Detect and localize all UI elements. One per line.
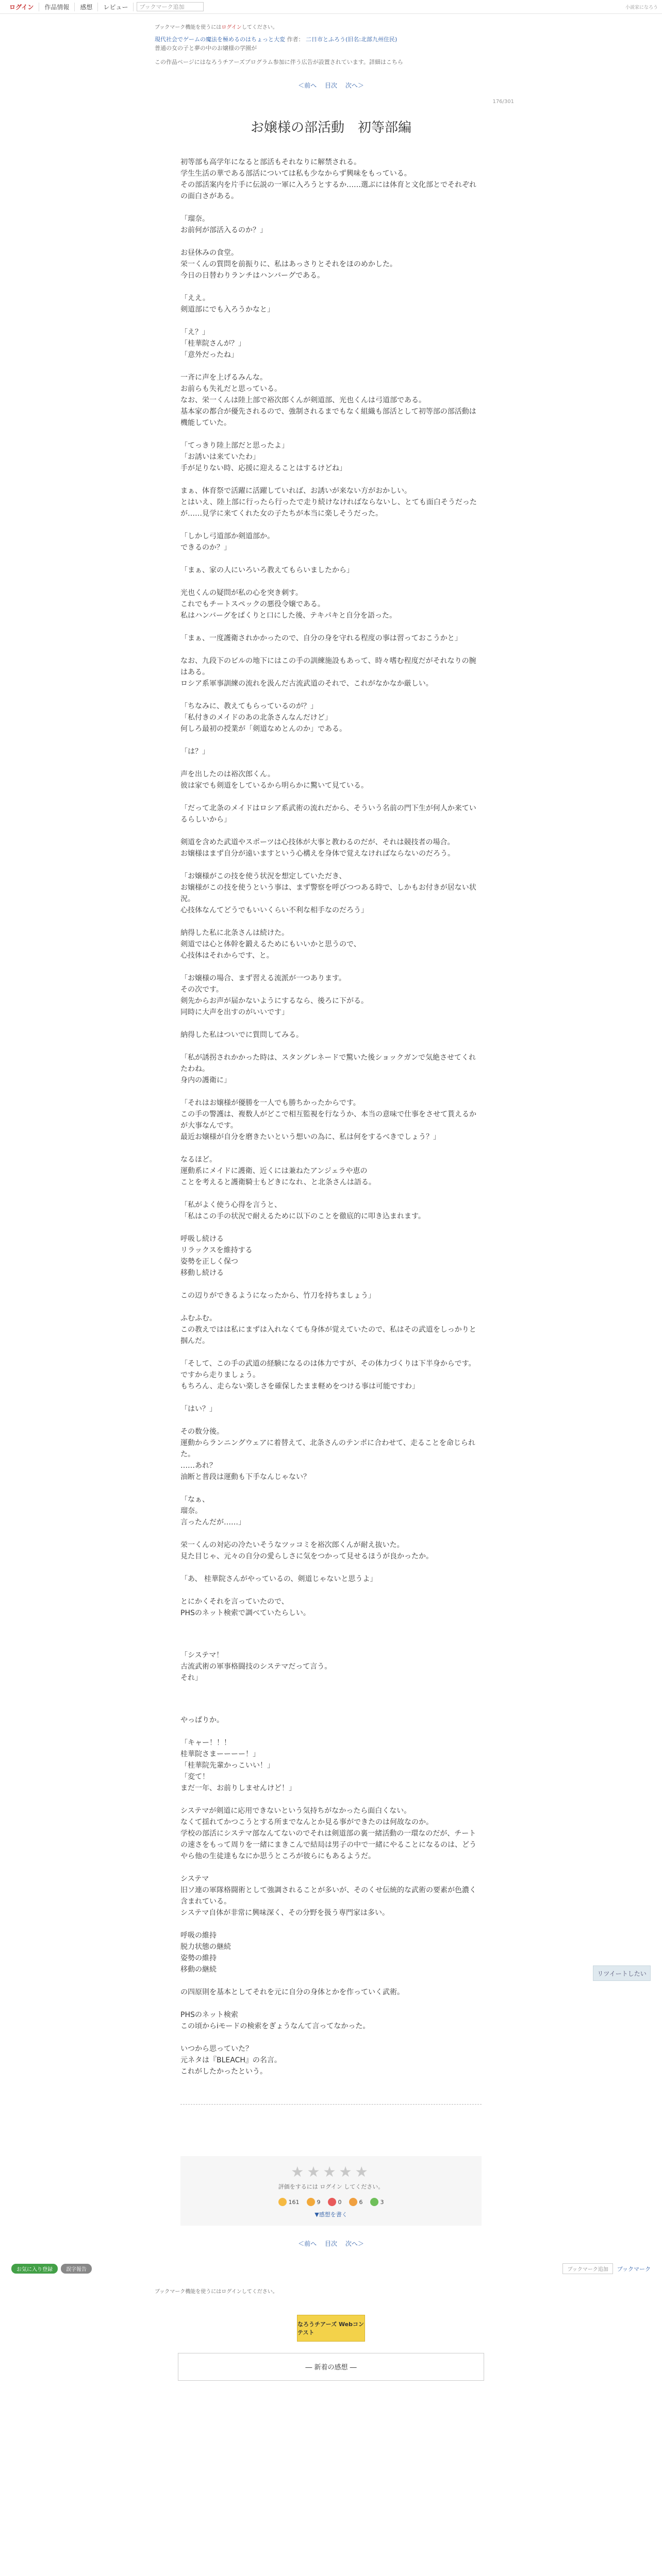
story-paragraph: 「ちなみに、教えてもらっているのが？」 「私付きのメイドのあの北条さんなんだけど」 何しろ最初の授業が「剣道なめとんのか」である。 xyxy=(180,702,346,733)
story-paragraph: なお、九段下のビルの地下にはこの手の訓練施設もあって、時々嗜む程度だがそれなりの腕はある。 ロシア系軍事訓練の流れを汲んだ古流武道のそれで、これがなかなか厳しい。 xyxy=(180,657,476,688)
next-link[interactable]: 次へ＞ xyxy=(345,2240,364,2247)
reaction-heart-icon xyxy=(328,2198,336,2206)
write-impression-link[interactable]: ▼感想を書く xyxy=(315,2211,347,2218)
reaction-item[interactable]: 9 xyxy=(307,2198,321,2206)
story-paragraph: とにかくそれを言っていたので、 PHSのネット検索で調べていたらしい。 xyxy=(180,1598,310,1617)
favorite-button[interactable]: お気に入り登録 xyxy=(11,2264,58,2274)
story-paragraph: システマが剣道に応用できないという気持ちがなかったら面白くない。 なくて揺れてかつこうとする所までなんとか見る事ができたのは何故なのか。 学校の部活にシステマ部なんてないのでそれは剣道部の裏一緒活動の一環なのだが、チートの速さをもって周りを一緒にまきこんで結局は男子の中で一緒にやることになるのは、どうやら他の生徒達もなにか思うところが彼らにもあるようだ。 xyxy=(180,1807,476,1860)
story-paragraph: 「ええ。 剣道部にでも入ろうかなと」 xyxy=(180,294,274,314)
newest-impressions-title: ― 新着の感想 ― xyxy=(305,2364,357,2371)
story-paragraph: お昼休みの食堂。 栄一くんの質問を前振りに、私はあっさりとそれをほのめかした。 今日の日替わりランチはハンバーグである。 xyxy=(180,249,397,280)
story-paragraph: この辺りができるようになったから、竹刀を持ちましょう」 xyxy=(180,1292,375,1300)
story-paragraph: PHSのネット検索 この頃からiモードの検索をぎょうなんて言ってなかった。 xyxy=(180,2011,370,2030)
story-paragraph: 光也くんの疑問が私の心を突き刺す。 これでもチートスペックの悪役令嬢である。 私はハンバーグをぱくりと口にした後、テキパキと自分を語った。 xyxy=(180,589,397,620)
story-paragraph: 「キャー！！！ 桂華院さまーーーー！」 「桂華院先輩かっこいい！」 「変て！ まだ一年、お前りしませんけど！」 xyxy=(180,1739,296,1792)
prev-link[interactable]: ＜前へ xyxy=(298,82,317,89)
author-label: 作者： xyxy=(287,36,304,43)
footer-note-block xyxy=(0,2287,662,2296)
nav-work-info[interactable]: 作品情報 xyxy=(39,3,75,11)
toc-link[interactable]: 目次 xyxy=(324,82,337,89)
reaction-list xyxy=(180,2198,482,2206)
retweet-button[interactable]: リツイートしたい xyxy=(593,1965,651,1981)
rating-note: 評価をするには ログイン してください。 xyxy=(278,2183,384,2190)
story-paragraph: 「は？」 xyxy=(180,748,209,756)
rating-box xyxy=(180,2156,482,2226)
reaction-like-icon xyxy=(278,2198,287,2206)
work-info-block xyxy=(0,14,662,66)
story-paragraph: 「瑠奈。 お前何が部活入るのか？」 xyxy=(180,215,267,234)
page-count: 176/301 xyxy=(492,99,514,105)
footer-bookmark-note: ブックマーク機能を使うにはログインしてください。 xyxy=(155,2289,278,2295)
story-paragraph: システマ 旧ソ連の軍隊格闘術として強調されることが多いが、そのくせ伝統的な武術の要素が色濃く含まれている。 システマ自体が非常に興味深く、その分野を扱う専門家は多い。 xyxy=(180,1875,476,1917)
story-paragraph: 剣道を含めた武道やスポーツは心技体が大事と教わるのだが、それは競技者の場合。 お嬢様はまず自分が遠いますという心構えを身体で覚えなければならないのだろう。 xyxy=(180,838,455,858)
reaction-item[interactable]: 161 xyxy=(278,2198,300,2206)
story-paragraph: 「あ、 桂華院さんがやっているの、剣道じゃないと思うよ」 xyxy=(180,1575,377,1583)
prev-link[interactable]: ＜前へ xyxy=(298,2240,317,2247)
story-paragraph: 「それはお嬢様が優勝を一人でも勝ちかったからです。 この手の警護は、複数人がどこで相互監視を行なうか、本当の意味で仕事をさせて貰えるかが大事なんです。 最近お嬢様が自分を磨きたいという想いの為に、私は何をするべきでしょう？」 xyxy=(180,1099,476,1141)
story-paragraph: 「お嬢様がこの技を使う状況を想定していただき、 お嬢様がこの技を使うという事は、まず警察を呼びつつある時で、しかもお付きが居ない状況。 心技体なんてどうでもいいくらい不利な相手なのだろう」 xyxy=(180,872,476,914)
story-paragraph: 呼吸の維持 脱力状態の継続 姿勢の維持 移動の継続 xyxy=(180,1931,231,1974)
nav-review[interactable]: レビュー xyxy=(98,3,134,11)
reaction-item[interactable]: 0 xyxy=(328,2198,342,2206)
bottom-toolbar xyxy=(11,2263,651,2274)
bookmark-note: ブックマーク機能を使うにはログインしてください。 xyxy=(155,25,278,30)
next-link[interactable]: 次へ＞ xyxy=(345,82,364,89)
story-paragraph: いつから思っていた？ 元ネタは『BLEACH』の名言。 これがしたかったという。 xyxy=(180,2045,282,2076)
story-paragraph: 「はい？」 xyxy=(180,1405,217,1413)
top-paginator xyxy=(0,81,662,90)
bottom-paginator xyxy=(0,2239,662,2248)
story-paragraph: その数分後。 運動からランニングウェアに着替えて、北条さんのテンポに合わせて、走ることを命じられた。 ……あれ？ 油断と普段は運動も下手なんじゃない？ xyxy=(180,1428,475,1481)
story-paragraph: 「え？」 「桂華院さんが？」 「意外だったね」 xyxy=(180,328,245,359)
work-note: 普通の女の子と夢の中のお嬢様の学園が xyxy=(155,45,257,52)
story-paragraph: 栄一くんの対応の冷たいそうなツッコミを裕次郎くんが耐え抜いた。 見た目じゃ、元々の自分の愛らしさに気をつかって見せるほうが良かったか。 xyxy=(180,1541,433,1561)
login-link-inline[interactable]: ログイン xyxy=(221,25,242,30)
reaction-clap-icon xyxy=(370,2198,378,2206)
bookmark-add-button[interactable]: ブックマーク追加 xyxy=(137,2,204,11)
story-paragraph: 納得した私に北条さんは続けた。 剣道では心と体幹を鍛えるためにもいいかと思うので、 心技体はそれからです、と。 xyxy=(180,929,361,960)
story-body xyxy=(180,157,482,2077)
story-paragraph: 「私がよく使う心得を言うと、 「私はこの手の状況で耐えるために以下のことを徹底的に叩き込まれます。 xyxy=(180,1201,425,1221)
story-paragraph: 「なぁ、 瑠奈。 言ったんだが……」 xyxy=(180,1496,245,1527)
nav-impressions[interactable]: 感想 xyxy=(75,3,98,11)
bookmark-add-field[interactable]: ブックマーク追加 xyxy=(562,2263,613,2274)
story-paragraph: 「だって北条のメイドはロシア系武術の流れだから、そういう名前の門下生が何人か来ているらしいから」 xyxy=(180,804,476,824)
typo-report-button[interactable]: 誤字報告 xyxy=(61,2264,92,2274)
story-paragraph: 「そして、この手の武道の経験になるのは体力ですが、その体力づくりは下半身からです。 ですから走りましょう。 もちろん、走らない楽しさを確保したまま軽めをつける事は可能ですわ」 xyxy=(180,1360,476,1391)
story-paragraph: 納得した私はついでに質問してみる。 xyxy=(180,1031,303,1039)
story-paragraph: ふむふむ。 この教えではは私にまずは入れなくても身体が覚えていたので、私はその武道をしっかりと掴んだ。 xyxy=(180,1314,476,1345)
bookmark-link[interactable]: ブックマーク xyxy=(617,2265,651,2273)
topbar xyxy=(0,0,662,14)
story-paragraph: やっぱりか。 xyxy=(180,1716,224,1724)
reaction-item[interactable]: 6 xyxy=(349,2198,363,2206)
story-paragraph: 「システマ！ 古流武術の軍事格闘技のシステマだって言う。 それ」 xyxy=(180,1651,332,1682)
reaction-item[interactable]: 3 xyxy=(370,2198,384,2206)
story-paragraph: 「しかし弓道部か剣道部か。 できるのか？」 xyxy=(180,532,274,552)
story-paragraph: 「まぁ、一度護衛されかかったので、自分の身を守れる程度の事は習っておこうかと」 xyxy=(180,634,462,642)
site-logo[interactable]: 小説家になろう xyxy=(625,5,658,10)
story-paragraph: 呼吸し続ける リラックスを維持する 姿勢を正しく保つ 移動し続ける xyxy=(180,1235,253,1277)
star-rating[interactable]: ★★★★★ xyxy=(291,2163,371,2180)
newest-impressions-box xyxy=(178,2353,484,2381)
story-paragraph: 一斉に声を上げるみんな。 お前らも失礼だと思っている。 なお、栄一くんは陸上部で裕次郎くんが剣道部、光也くんは弓道部である。 基本家の都合が優先されるので、強制されるまでもなく組織も部活として初等部の部活動は機能していた。 xyxy=(180,374,476,427)
story-paragraph: 「てっきり陸上部だと思ったよ」 「お誘いは来ていたわ」 手が足りない時、応援に迎えることはするけどね」 xyxy=(180,442,346,472)
story-paragraph: の四原則を基本としてそれを元に自分の身体とかを作っていく武術。 xyxy=(180,1988,404,1996)
toc-link[interactable]: 目次 xyxy=(324,2240,337,2247)
chapter-title: お嬢様の部活動 初等部編 xyxy=(250,120,411,135)
series-title-link[interactable]: 現代社会でゲームの魔法を極めるのはちょっと大変 xyxy=(155,36,285,43)
ad-notice[interactable]: この作品ページにはなろうチアーズプログラム参加に伴う広告が設置されています。詳細はこちら xyxy=(155,59,403,65)
story-paragraph: 「お嬢様の場合、まず習える流派が一つあります。 その次です。 剣先からお声が届かないようにするなら、後ろに下がる。 同時に大声を出すのがいいです」 xyxy=(180,974,368,1016)
reaction-laugh-icon xyxy=(307,2198,315,2206)
story-paragraph: 初等部も高学年になると部活もそれなりに解禁される。 学生生活の華である部活については私も少なからず興味をもっている。 その部活案内を片手に伝説の一軍に入ろうとするか……選ぶには体育と文化部とでそれぞれの面白さがある。 xyxy=(180,158,476,200)
author-link[interactable]: 二日市とふろう(旧名:北部九州住民) xyxy=(306,36,398,43)
login-link[interactable]: ログイン xyxy=(4,3,39,11)
reaction-wow-icon xyxy=(349,2198,357,2206)
story-paragraph: 「私が誘拐されかかった時は、スタングレネードで驚いた後ショックガンで気絶させてくれたわね。 身内の護衛に」 xyxy=(180,1054,476,1084)
cheers-contest-banner[interactable]: なろうチアーズ Webコンテスト xyxy=(297,2315,365,2342)
story-paragraph: 声を出したのは裕次郎くん。 彼は家でも剣道をしているから明らかに驚いて見ている。 xyxy=(180,770,368,790)
story-paragraph: 「まぁ、家の人にいろいろ教えてもらいましたから」 xyxy=(180,566,354,574)
story-paragraph: まぁ、体育祭で活躍に活躍していれば、お誘いが来ない方がおかしい。 とはいえ、陸上部に行ったら行ったで走り続けなければならないし、とても面白そうだったが……見学に来てくれた女の子たちが本当に楽しそうだった。 xyxy=(180,487,477,518)
story-paragraph: なるほど。 運動系にメイドに護衛、近くには兼ねたアンジェラや恵の ことを考えると護衛騎士もどきになれ、と北条さんは語る。 xyxy=(180,1156,376,1187)
